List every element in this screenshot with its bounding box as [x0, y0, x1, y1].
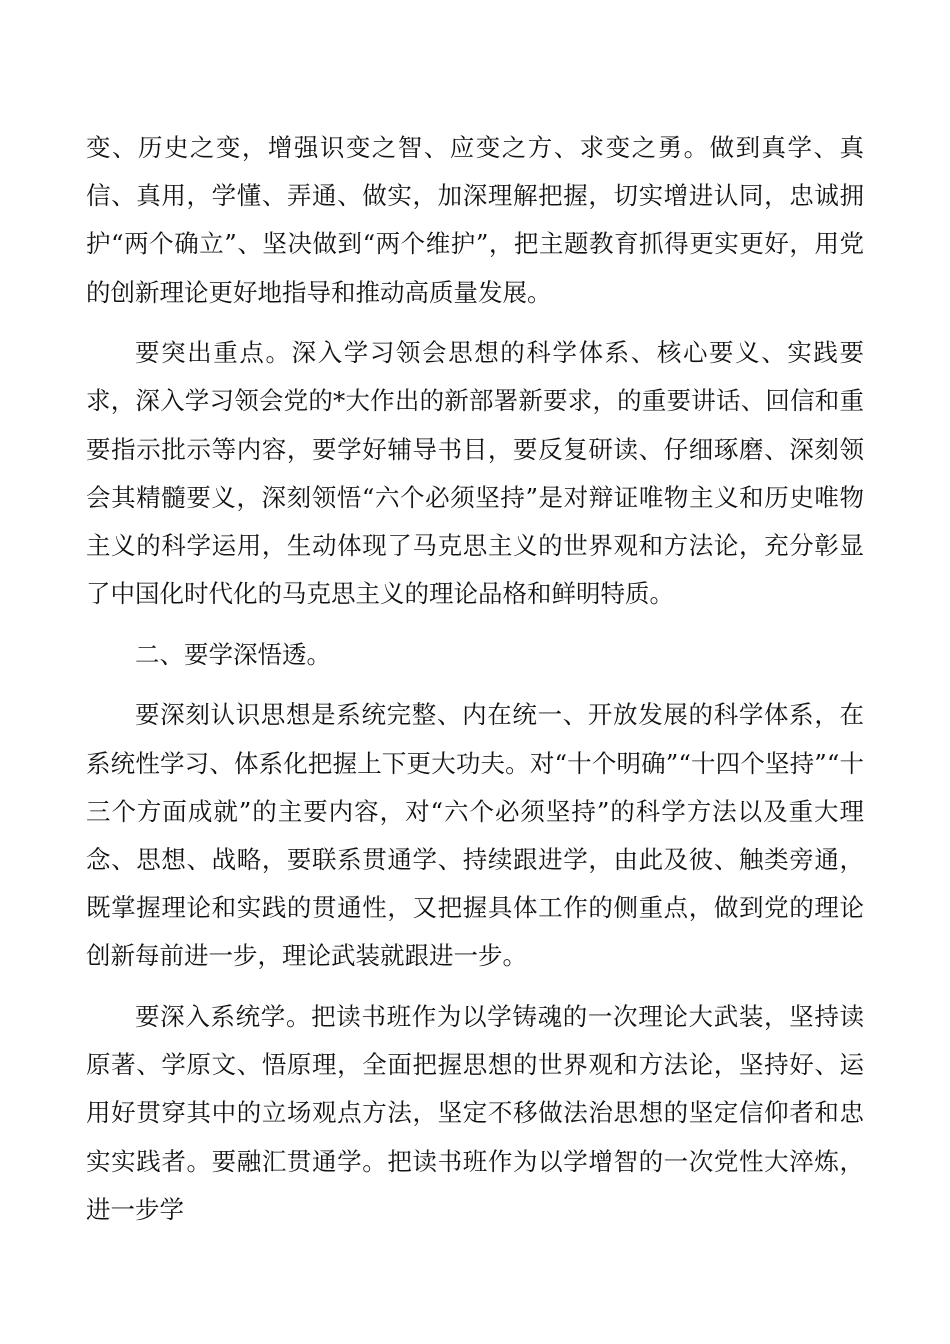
paragraph-continuation: 变、历史之变，增强识变之智、应变之方、求变之勇。做到真学、真信、真用，学懂、弄通、做实，加深理解把握，切实增进认同，忠诚拥护“两个确立”、坚决做到“两个维护”，把主题教育抓得更实更好，用党的创新理论更好地指导和推动高质量发展。 — [86, 133, 864, 307]
paragraph-systematic-study: 要深入系统学。把读书班作为以学铸魂的一次理论大武装，坚持读原著、学原文、悟原理，全面把握思想的世界观和方法论，坚持好、运用好贯穿其中的立场观点方法，坚定不移做法治思想的坚定信仰者和忠实实践者。要融汇贯通学。把读书班作为以学增智的一次党性大淬炼，进一步学 — [86, 1002, 864, 1224]
section-heading-2: 二、要学深悟透。 — [135, 639, 331, 669]
document-body — [86, 124, 864, 1246]
paragraph-highlight-focus: 要突出重点。深入学习领会思想的科学体系、核心要义、实践要求，深入学习领会党的*大作出的新部署新要求，的重要讲话、回信和重要指示批示等内容，要学好辅导书目，要反复研读、仔细琢磨、深刻领会其精髓要义，深刻领悟“六个必须坚持”是对辩证唯物主义和历史唯物主义的科学运用，生动体现了马克思主义的世界观和方法论，充分彰显了中国化时代化的马克思主义的理论品格和鲜明特质。 — [86, 338, 864, 609]
paragraph-deep-understanding: 要深刻认识思想是系统完整、内在统一、开放发展的科学体系，在系统性学习、体系化把握上下更大功夫。对“十个明确”“十四个坚持”“十三个方面成就”的主要内容，对“六个必须坚持”的科学方法以及重大理念、思想、战略，要联系贯通学、持续跟进学，由此及彼、触类旁通，既掌握理论和实践的贯通性，又把握具体工作的侧重点，做到党的理论创新每前进一步，理论武装就跟进一步。 — [86, 700, 864, 971]
